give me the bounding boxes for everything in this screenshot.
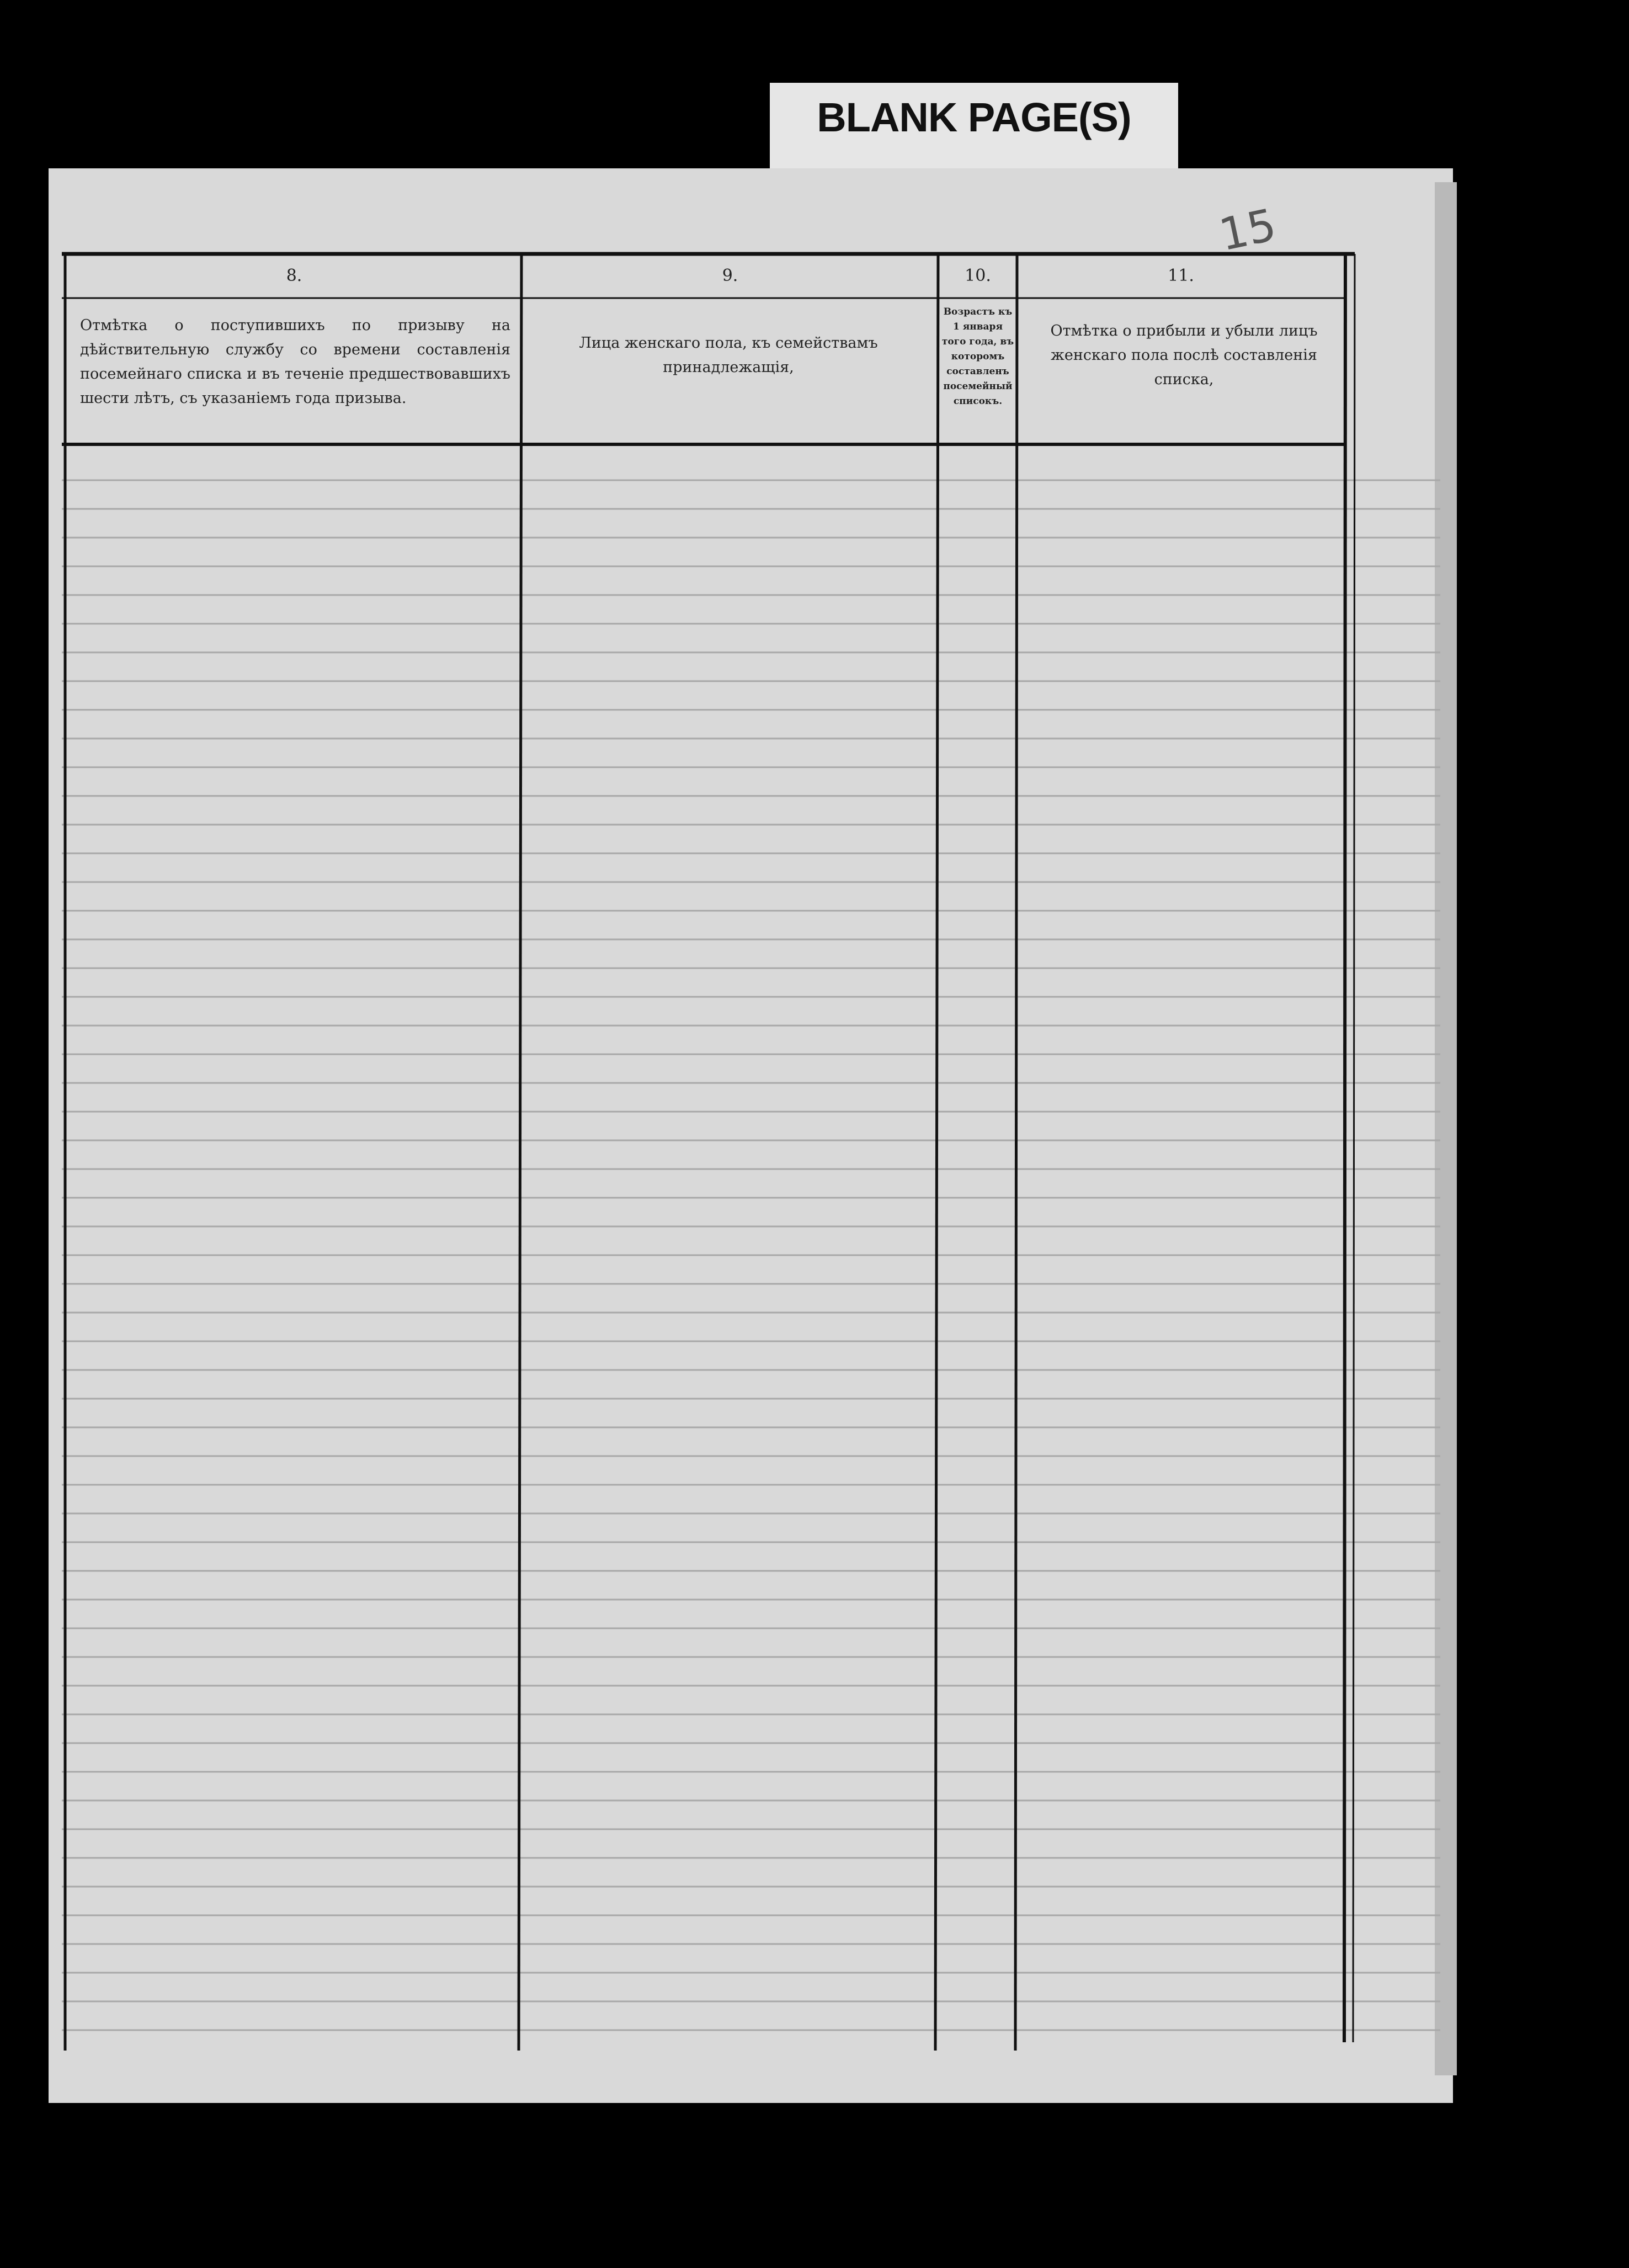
- column-header-8: Отмѣтка о поступившихъ по призыву на дѣйствительную службу со времени составленія посемейнаго списка и въ теченіе предшествовавшихъ шести лѣтъ, съ указаніемъ года призыва.: [80, 317, 510, 407]
- col-divider-10-11: [1015, 254, 1017, 2051]
- column-number-11: 11.: [1168, 266, 1194, 285]
- column-header-10: Возрастъ къ 1 января того года, въ которомъ составленъ посемейный списокъ.: [941, 306, 1014, 407]
- ruled-lines: [62, 480, 1440, 2030]
- column-header-11: Отмѣтка о прибыли и убыли лицъ женскаго пола послѣ составленія списка,: [1050, 322, 1318, 388]
- outer-right-border: [1353, 254, 1355, 2042]
- table-frame: [62, 254, 1355, 2051]
- column-header-9: Лица женскаго пола, къ семействамъ принадлежащія,: [579, 334, 878, 376]
- col-divider-8-9: [519, 254, 521, 2051]
- folio-number: 15: [1215, 199, 1281, 261]
- right-border: [1344, 254, 1345, 2042]
- column-number-8: 8.: [286, 266, 302, 285]
- column-number-10: 10.: [965, 266, 991, 285]
- col-divider-9-10: [935, 254, 938, 2051]
- blank-pages-label: BLANK PAGE(S): [817, 94, 1131, 140]
- column-number-9: 9.: [722, 266, 738, 285]
